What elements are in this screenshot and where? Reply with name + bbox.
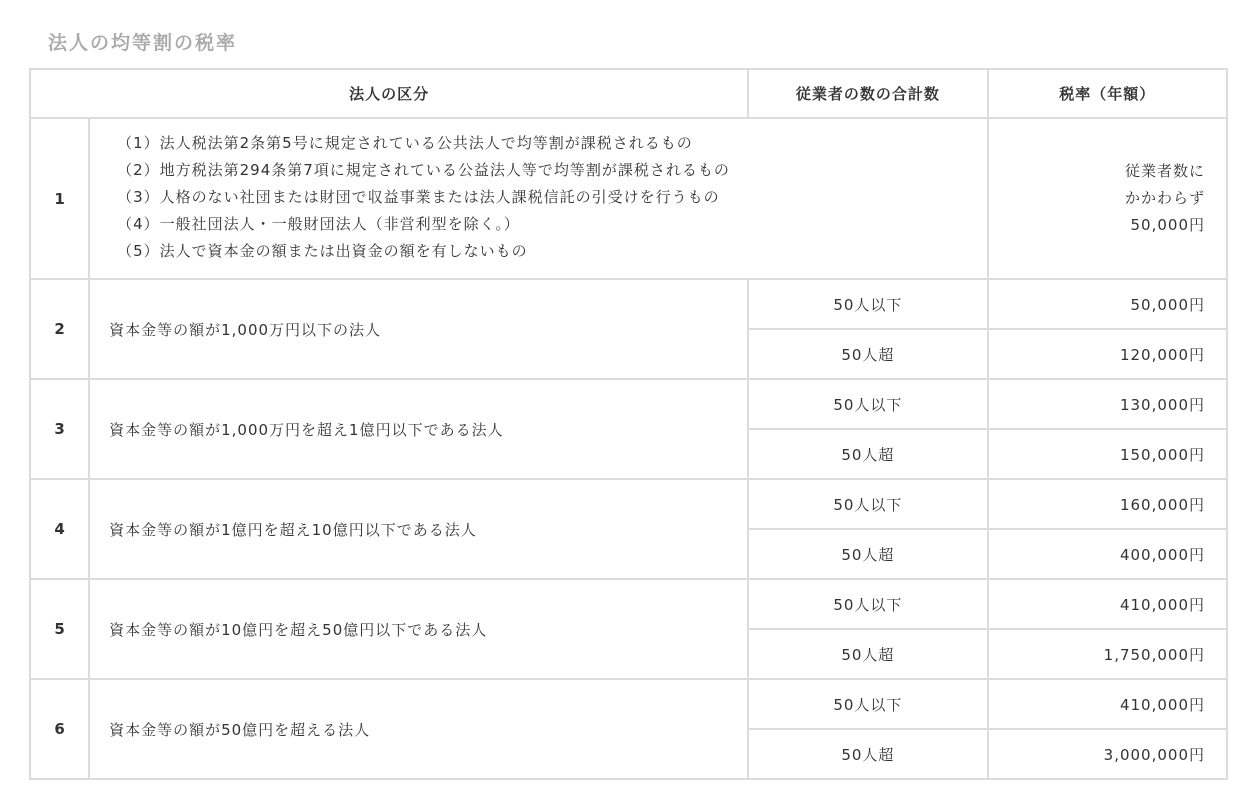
header-employees: 従業者の数の合計数: [748, 69, 987, 118]
row-number: 4: [30, 479, 89, 579]
list-item: （1）法人税法第2条第5号に規定されている公共法人で均等割が課税されるもの: [117, 134, 693, 152]
page-title: 法人の均等割の税率: [48, 32, 238, 54]
list-item: （2）地方税法第294条第7項に規定されている公益法人等で均等割が課税されるもの: [117, 161, 730, 179]
row-number: 6: [30, 679, 89, 779]
header-rate: 税率（年額）: [988, 69, 1227, 118]
rate-cell: 1,750,000円: [988, 629, 1227, 679]
rate-cell: 410,000円: [988, 679, 1227, 729]
list-item: （4）一般社団法人・一般財団法人（非営利型を除く。）: [117, 215, 520, 233]
table-row: [30, 679, 1227, 729]
rate-cell: 130,000円: [988, 379, 1227, 429]
employee-count-cell: 50人以下: [748, 479, 987, 529]
category-cell: 資本金等の額が1億円を超え10億円以下である法人: [89, 479, 748, 579]
rate-cell: 400,000円: [988, 529, 1227, 579]
rate-line: 50,000円: [1130, 216, 1205, 234]
employee-count-cell: 50人以下: [748, 279, 987, 329]
employee-count-cell: 50人以下: [748, 379, 987, 429]
header-row: [30, 69, 1227, 118]
rate-cell: 150,000円: [988, 429, 1227, 479]
table-row: [30, 379, 1227, 429]
row-number: 5: [30, 579, 89, 679]
rate-cell: 3,000,000円: [988, 729, 1227, 779]
row-number: 1: [30, 118, 89, 279]
rate-cell: 160,000円: [988, 479, 1227, 529]
row-number: 2: [30, 279, 89, 379]
rate-cell: [988, 118, 1227, 279]
category-cell: 資本金等の額が10億円を超え50億円以下である法人: [89, 579, 748, 679]
employee-count-cell: 50人以下: [748, 679, 987, 729]
table-row: [30, 118, 1227, 279]
rate-cell: 410,000円: [988, 579, 1227, 629]
list-item: （5）法人で資本金の額または出資金の額を有しないもの: [117, 242, 528, 260]
employee-count-cell: 50人以下: [748, 579, 987, 629]
employee-count-cell: 50人超: [748, 529, 987, 579]
category-list: [89, 118, 987, 279]
rate-line: 従業者数に: [1124, 162, 1205, 180]
employee-count-cell: 50人超: [748, 729, 987, 779]
employee-count-cell: 50人超: [748, 629, 987, 679]
category-cell: 資本金等の額が1,000万円以下の法人: [89, 279, 748, 379]
employee-count-cell: 50人超: [748, 429, 987, 479]
list-item: （3）人格のない社団または財団で収益事業または法人課税信託の引受けを行うもの: [117, 188, 720, 206]
table-row: [30, 579, 1227, 629]
rate-cell: 120,000円: [988, 329, 1227, 379]
category-cell: 資本金等の額が1,000万円を超え1億円以下である法人: [89, 379, 748, 479]
row-number: 3: [30, 379, 89, 479]
header-category: 法人の区分: [30, 69, 748, 118]
category-cell: 資本金等の額が50億円を超える法人: [89, 679, 748, 779]
rate-line: かかわらず: [1124, 189, 1205, 207]
tax-rate-table: [29, 68, 1228, 780]
table-row: [30, 279, 1227, 329]
table-row: [30, 479, 1227, 529]
rate-cell: 50,000円: [988, 279, 1227, 329]
employee-count-cell: 50人超: [748, 329, 987, 379]
